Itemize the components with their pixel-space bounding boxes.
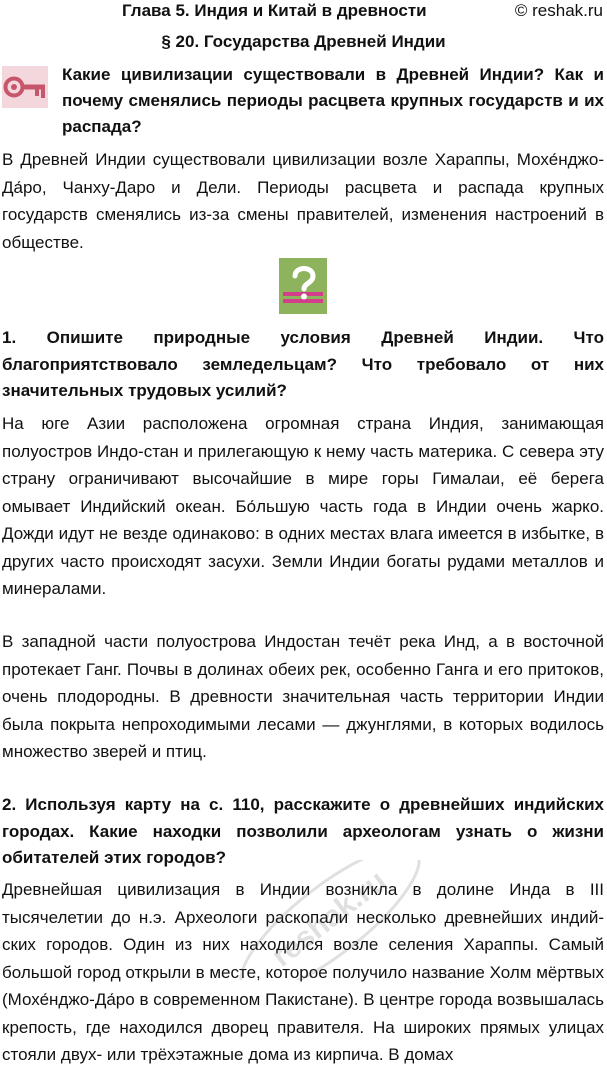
watermark-text: reshak.ru (265, 864, 393, 974)
question-2-heading: 2. Используя карту на с. 110, расскажите о древнейших индийских городах. Какие находки позволили археологам узнать о жизни обитателей этих городов? (2, 795, 604, 867)
question-mark-icon (279, 258, 327, 314)
answer-intro: В Древней Индии существовали цивилизации возле Хараппы, Мохе́нджо-Да́ро, Чанху-Даро и Дели. Периоды расцвета и распада крупных государств сменялись из-за смены правителей, изменения настроений в обществе. (2, 150, 604, 252)
key-question: Какие цивилизации существовали в Древней Индии? Как и почему сменялись периоды расцвета крупных государств и их распада? (62, 65, 604, 136)
question-1-paragraph-2: В западной части полуострова Индостан течёт река Инд, а в восточной протекает Ганг. Почвы в долинах обеих рек, особенно Ганга и его притоков, очень плодородны. В древности значительная часть территории Индии была покрыта непроходимыми лесами — джунглями, в которых водилось множество зверей и птиц. (2, 632, 604, 761)
page-header (0, 0, 607, 26)
site-copyright: © reshak.ru (514, 1, 603, 20)
key-icon (2, 66, 48, 108)
question-1-paragraph-1: На юге Азии расположена огромная страна Индия, занимающая полуостров Индо-стан и прилегающую к нему часть материка. С севера эту страну ограничивают высочайшие в мире горы Гималаи, её берега омывает Индийский океан. Бо́льшую часть года в Индии очень жарко. Дожди идут не везде одинаково: в одних местах влага имеется в избытке, в других часто происходят засухи. Земли Индии богаты рудами металлов и минералами. (2, 414, 604, 598)
section-title: § 20. Государства Древней Индии (161, 32, 446, 51)
question-1-heading: 1. Опишите природные условия Древней Индии. Что благоприятствовало земледельцам? Что требовало от них значительных трудовых усилий? (2, 328, 604, 400)
chapter-title: Глава 5. Индия и Китай в древности (122, 1, 427, 20)
question-2-paragraph-1: Древнейшая цивилизация в Индии возникла в долине Инда в III тысячелетии до н.э. Археологи раскопали несколько древнейших индий-ских городов. Один из них находился возле селения Хараппы. Самый большой город открыли в месте, которое получило название Холм мёртвых (Мохе́нджо-Да́ро в современном Пакистане). В центре города возвышалась крепость, где находился дворец правителя. На широких прямых улицах стояли двух- или трёхэтажные дома из кирпича. В домах (2, 880, 604, 1064)
